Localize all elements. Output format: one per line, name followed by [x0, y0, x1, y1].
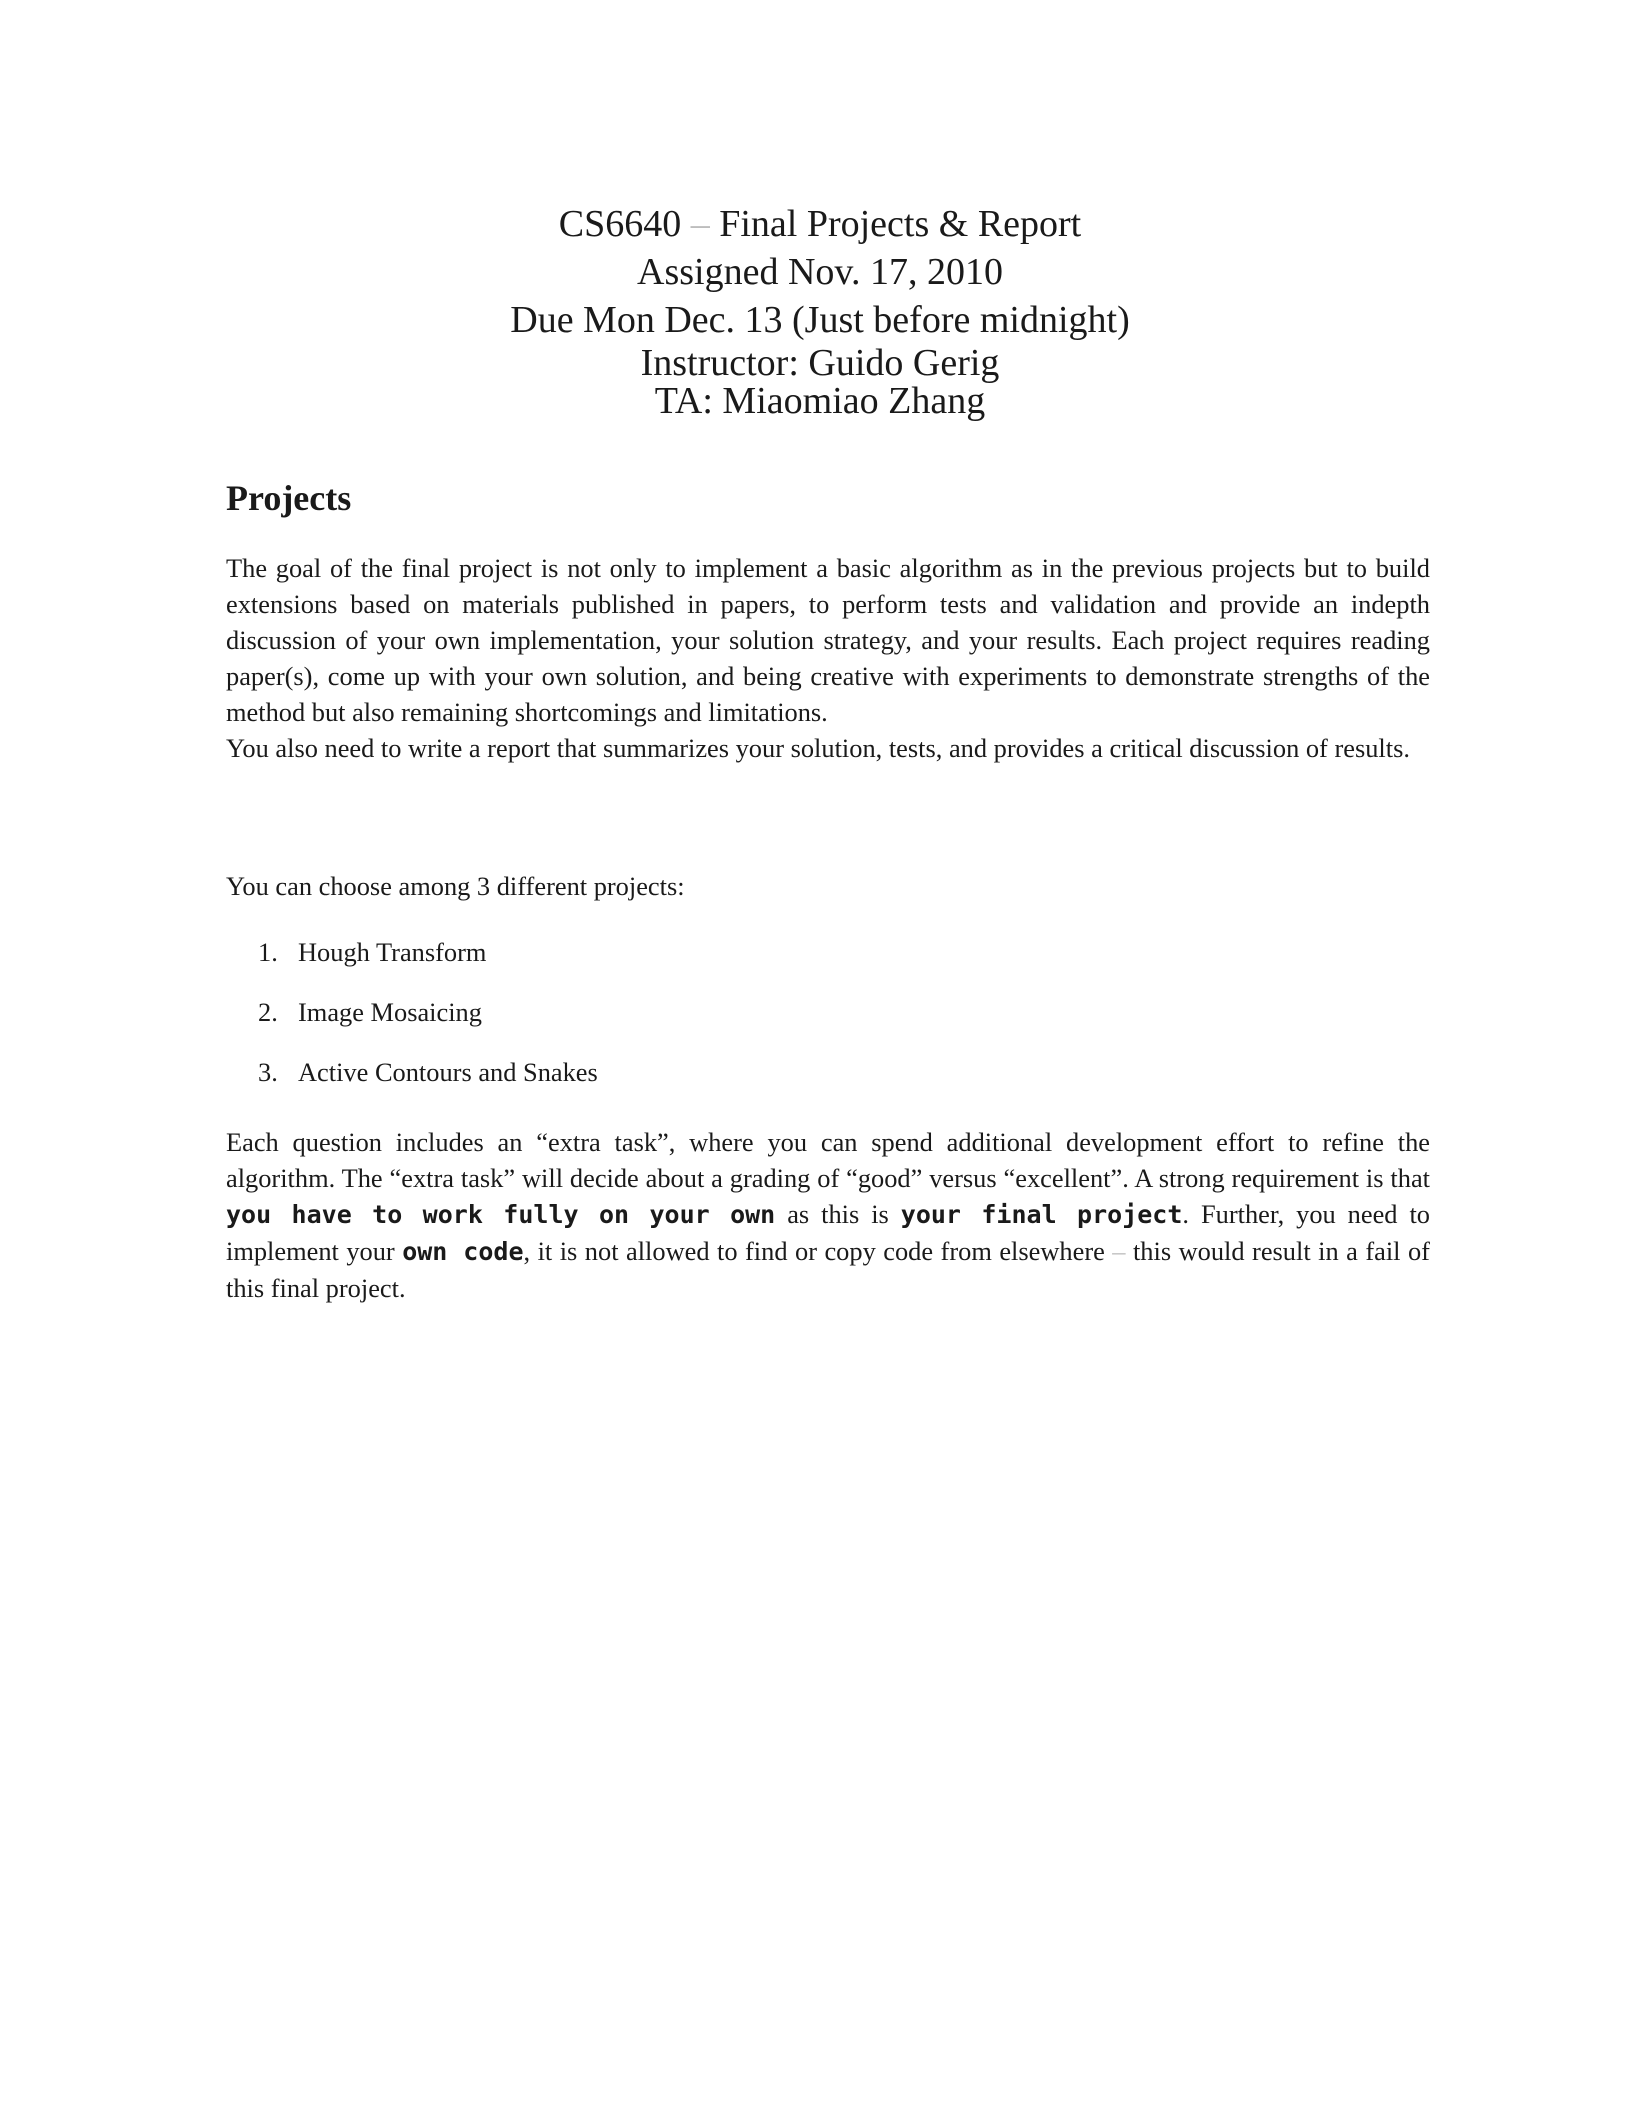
extra-task-paragraph-block: [226, 1124, 1430, 1306]
list-item: [258, 934, 598, 994]
list-item-label: Image Mosaicing: [298, 997, 482, 1027]
goal-paragraph-block: [226, 550, 1430, 766]
list-item-number: 2.: [258, 997, 278, 1027]
title-dash: –: [690, 203, 710, 245]
emphasis-final-project: your final project: [900, 1200, 1183, 1229]
title-block: [0, 200, 1640, 420]
ta-name: TA: Miaomiao Zhang: [654, 380, 986, 422]
extra-text-4: , it is not allowed to find or copy code from elsewhere: [523, 1236, 1113, 1266]
list-item: [258, 1054, 598, 1114]
section-heading-projects: Projects: [226, 478, 352, 518]
extra-task-paragraph: [226, 1124, 1430, 1306]
extra-dash: –: [1112, 1236, 1126, 1266]
due-date: Due Mon Dec. 13 (Just before midnight): [510, 299, 1130, 341]
extra-text-5: this would result in a fail of this final project.: [226, 1236, 1430, 1303]
extra-text-2: as this is: [775, 1199, 901, 1229]
report-paragraph: You also need to write a report that summarizes your solution, tests, and provides a critical discussion of results.: [226, 733, 1410, 763]
extra-text-1: Each question includes an “extra task”, where you can spend additional development effort to refine the algorithm. The “extra task” will decide about a grading of “good” versus “excellent”. A strong requirement is that: [226, 1127, 1430, 1193]
goal-paragraph: The goal of the final project is not only to implement a basic algorithm as in the previous projects but to build extensions based on materials published in papers, to perform tests and validation and provide an indepth discussion of your own implementation, your solution strategy, and your results. Each project requires reading paper(s), come up with your own solution, and being creative with experiments to demonstrate strengths of the method but also remaining shortcomings and limitations.: [226, 553, 1430, 727]
choose-paragraph-block: [226, 868, 1430, 904]
list-item-label: Hough Transform: [298, 937, 487, 967]
course-name: Final Projects & Report: [719, 203, 1082, 245]
project-list: [258, 934, 598, 1114]
list-item-number: 1.: [258, 937, 278, 967]
list-item: [258, 994, 598, 1054]
course-code: CS6640: [558, 203, 682, 245]
emphasis-work-alone: you have to work fully on your own: [226, 1200, 776, 1229]
instructor-name: Instructor: Guido Gerig: [640, 342, 1000, 384]
extra-text-3: . Further, you need to implement your: [226, 1199, 1430, 1266]
course-title: [0, 200, 1640, 248]
list-item-number: 3.: [258, 1057, 278, 1087]
list-item-label: Active Contours and Snakes: [298, 1057, 598, 1087]
choose-paragraph: You can choose among 3 different projects:: [226, 871, 685, 901]
assigned-date: Assigned Nov. 17, 2010: [637, 251, 1003, 293]
emphasis-own-code: own code: [402, 1237, 524, 1266]
